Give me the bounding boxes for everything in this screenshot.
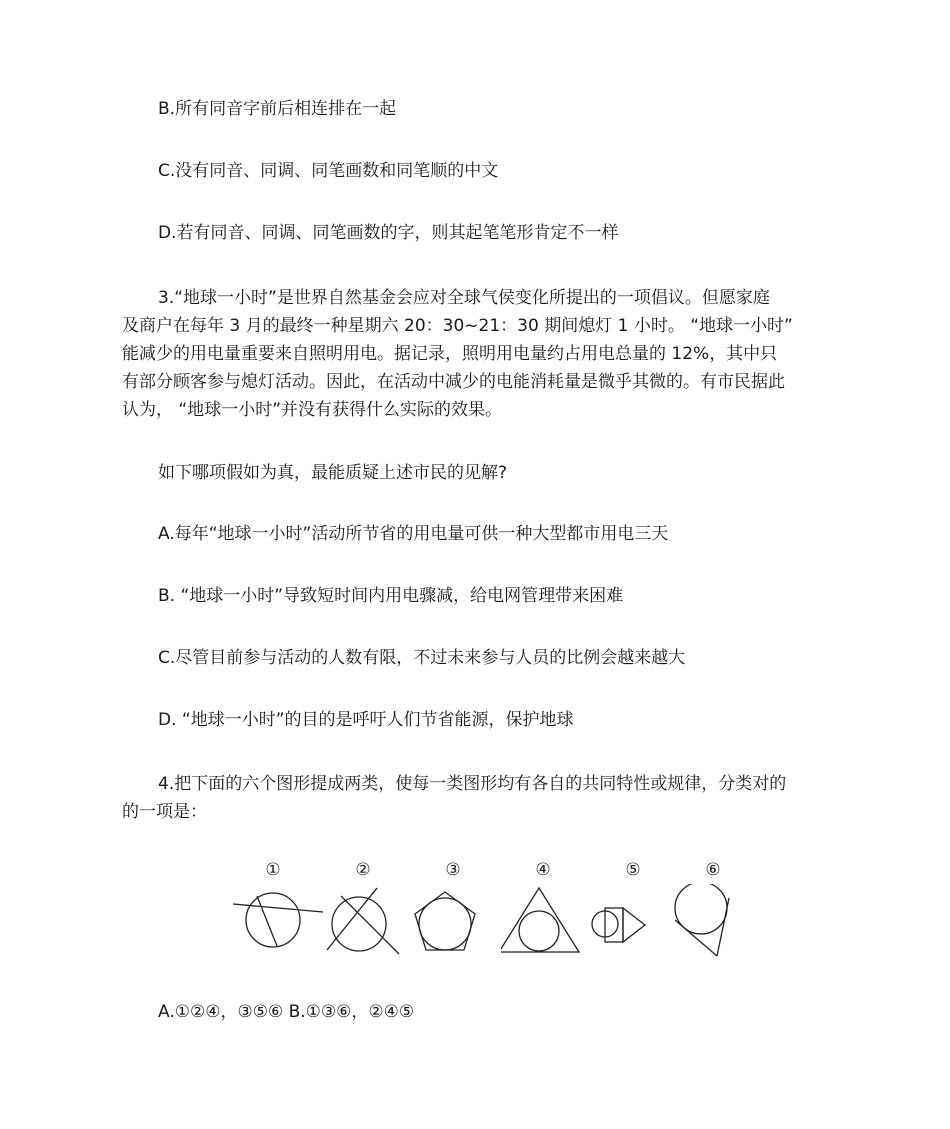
q3-stem-line-4: 有部分顾客参与熄灯活动。因此，在活动中减少的电能消耗量是微乎其微的。有市民据此 <box>122 372 785 392</box>
figure-5-number: ⑤ <box>625 860 641 880</box>
q4-answer-line: A.①②④，③⑤⑥ B.①③⑥，②④⑤ <box>158 1002 415 1022</box>
figure-3-number: ③ <box>445 860 461 880</box>
q3-question: 如下哪项假如为真，最能质疑上述市民的见解? <box>158 463 508 483</box>
figure-6-number: ⑥ <box>705 860 721 880</box>
q4-stem-line-1: 4.把下面的六个图形提成两类，使每一类图形均有各自的共同特性或规律，分类对的 <box>158 774 787 794</box>
figure-6 <box>671 858 755 966</box>
q3-stem-line-3: 能减少的用电量重要来自照明用电。据记录，照明用电量约占用电总量的 12%，其中只 <box>122 344 778 364</box>
q2-option-d: D.若有同音、同调、同笔画数的字，则其起笔笔形肯定不一样 <box>158 223 619 243</box>
figure-1 <box>231 858 315 966</box>
circle-in-pentagon-shape <box>411 884 507 964</box>
figure-2 <box>321 858 405 966</box>
q3-stem-line-5: 认为， “地球一小时”并没有获得什么实际的效果。 <box>122 400 503 420</box>
q3-option-a: A.每年“地球一小时”活动所节省的用电量可供一种大型都市用电三天 <box>158 524 669 544</box>
figure-3 <box>411 858 495 966</box>
q3-option-d: D. “地球一小时”的目的是呼吁人们节省能源，保护地球 <box>158 710 574 730</box>
circle-with-crossing-lines-shape <box>321 884 417 964</box>
q3-option-b: B. “地球一小时”导致短时间内用电骤减，给电网管理带来困难 <box>158 586 624 606</box>
figure-4-number: ④ <box>535 860 551 880</box>
figure-1-number: ① <box>265 860 281 880</box>
circle-with-secant-lines-shape <box>231 884 327 964</box>
q2-option-c: C.没有同音、同调、同笔画数和同笔顺的中文 <box>158 161 499 181</box>
figure-5 <box>591 858 675 966</box>
q4-figure-row <box>215 858 735 968</box>
figure-4 <box>501 858 585 966</box>
q3-stem-line-1: 3.“地球一小时”是世界自然基金会应对全球气侯变化所提出的一项倡议。但愿家庭 <box>158 288 770 308</box>
circle-with-tangent-lines-shape <box>671 884 767 964</box>
figure-2-number: ② <box>355 860 371 880</box>
circle-in-triangle-shape <box>501 884 597 964</box>
q2-option-b: B.所有同音字前后相连排在一起 <box>158 99 397 119</box>
q3-stem-line-2: 及商户在每年 3 月的最终一种星期六 20：30~21：30 期间熄灯 1 小时。 “地球一小时” <box>122 316 793 336</box>
q4-stem-line-2: 的一项是： <box>122 802 207 822</box>
q3-option-c: C.尽管目前参与活动的人数有限，不过未来参与人员的比例会越来越大 <box>158 648 686 668</box>
